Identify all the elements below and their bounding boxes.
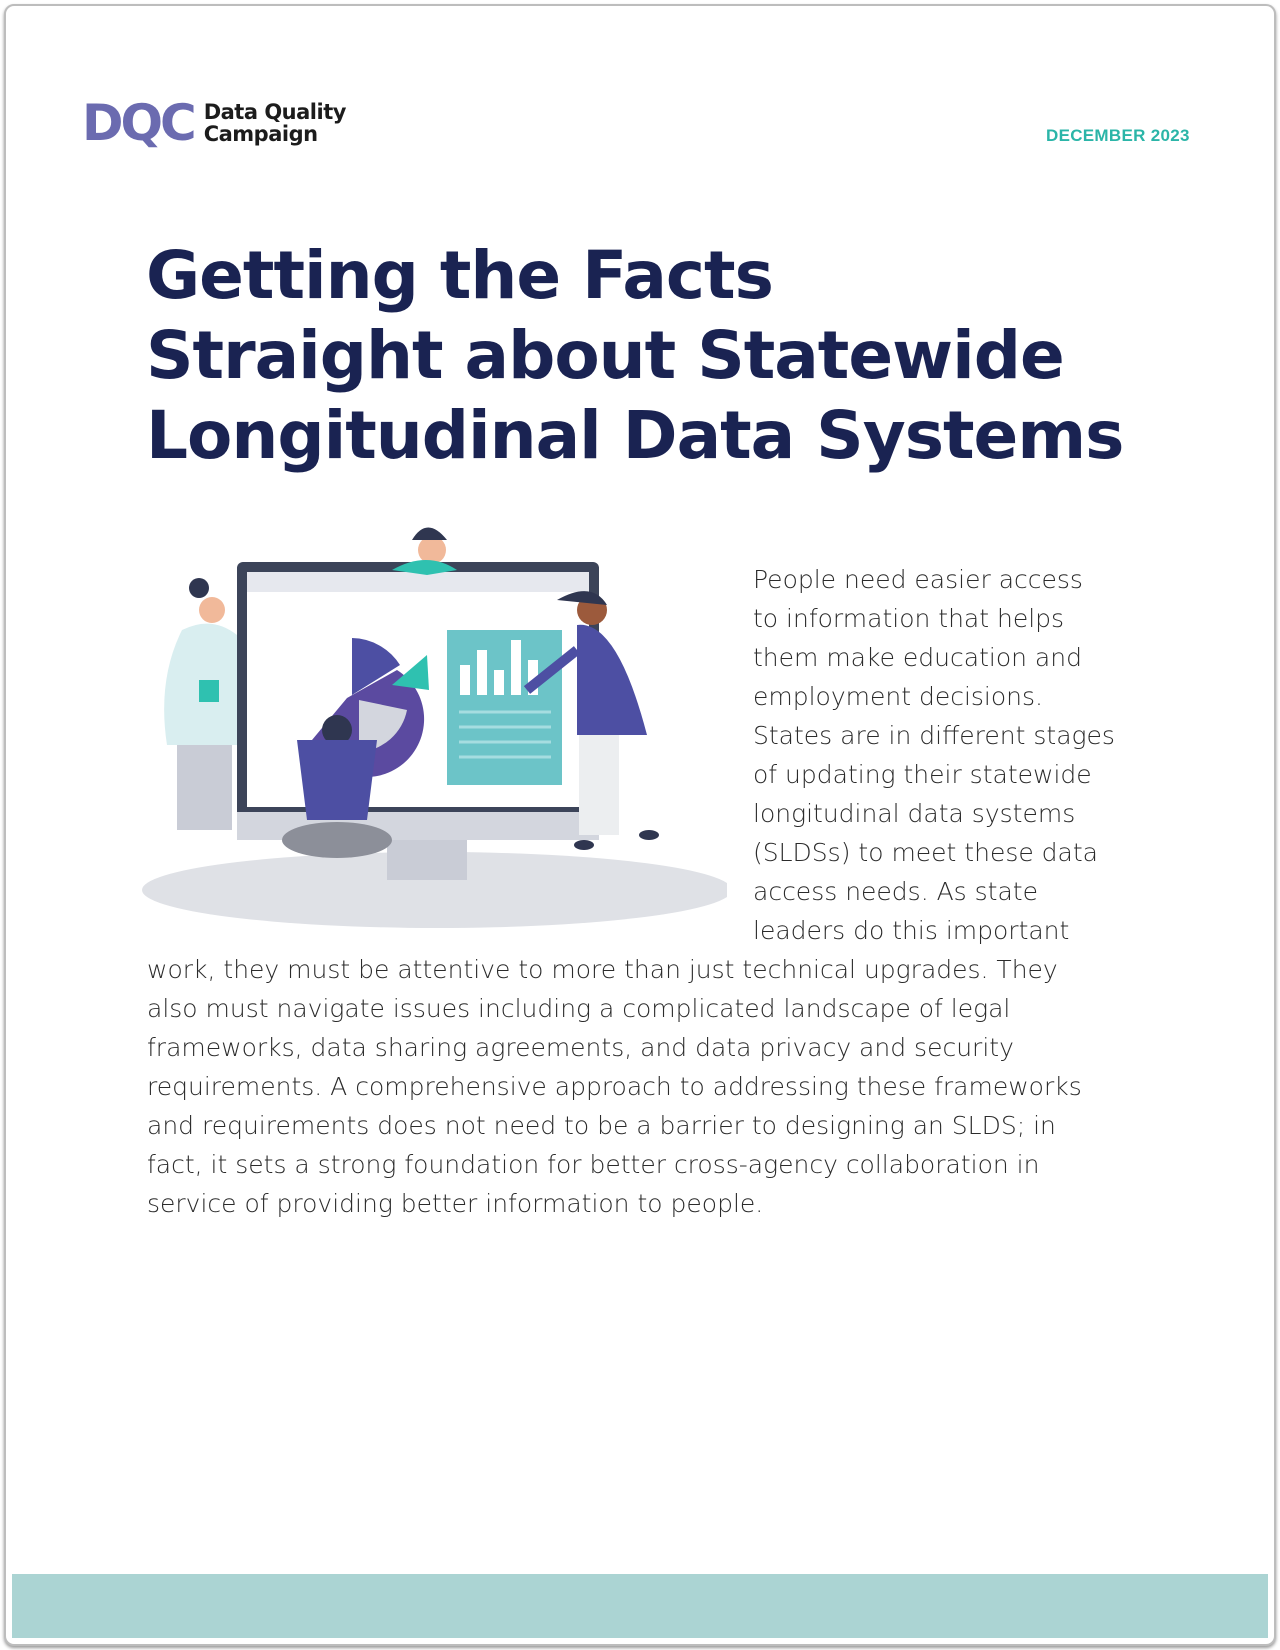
person-top bbox=[392, 528, 457, 576]
dqc-logo bbox=[82, 94, 346, 152]
text-line: States are in different stages bbox=[753, 721, 1115, 750]
logo-name-line1: Data Quality bbox=[203, 100, 346, 124]
text-line: (SLDSs) to meet these data bbox=[753, 838, 1098, 867]
text-line: work, they must be attentive to more than just technical upgrades. They bbox=[147, 955, 1058, 984]
data-team-illustration bbox=[137, 520, 727, 940]
text-line: access needs. As state bbox=[753, 877, 1038, 906]
title-line: Longitudinal Data Systems bbox=[146, 397, 1124, 474]
logo-mark: DQC bbox=[82, 94, 194, 152]
text-line: fact, it sets a strong foundation for better cross-agency collaboration in bbox=[147, 1150, 1040, 1179]
text-line: requirements. A comprehensive approach to addressing these frameworks bbox=[147, 1072, 1082, 1101]
text-line: People need easier access bbox=[753, 565, 1083, 594]
bar-chart-panel bbox=[447, 630, 562, 785]
text-line: longitudinal data systems bbox=[753, 799, 1076, 828]
title-line: Getting the Facts bbox=[146, 237, 773, 314]
footer-band bbox=[12, 1574, 1268, 1638]
title-line: Straight about Statewide bbox=[146, 317, 1064, 394]
text-line: leaders do this important bbox=[753, 916, 1070, 945]
publication-date: DECEMBER 2023 bbox=[1046, 126, 1190, 145]
text-line: frameworks, data sharing agreements, and data privacy and security bbox=[147, 1033, 1014, 1062]
person-left-mug bbox=[164, 578, 237, 830]
text-line: also must navigate issues including a complicated landscape of legal bbox=[147, 994, 1011, 1023]
text-line: service of providing better information to people. bbox=[147, 1189, 764, 1218]
intro-paragraph-right bbox=[753, 560, 1115, 950]
logo-name-line2: Campaign bbox=[203, 122, 318, 146]
text-line: of updating their statewide bbox=[753, 760, 1092, 789]
text-line: employment decisions. bbox=[753, 682, 1043, 711]
text-line: and requirements does not need to be a barrier to designing an SLDS; in bbox=[147, 1111, 1056, 1140]
text-line: to information that helps bbox=[753, 604, 1065, 633]
text-line: them make education and bbox=[753, 643, 1082, 672]
intro-paragraph-full bbox=[147, 950, 1082, 1223]
page-title bbox=[146, 236, 1123, 476]
browser-bar bbox=[247, 572, 589, 592]
logo-name bbox=[204, 101, 346, 145]
